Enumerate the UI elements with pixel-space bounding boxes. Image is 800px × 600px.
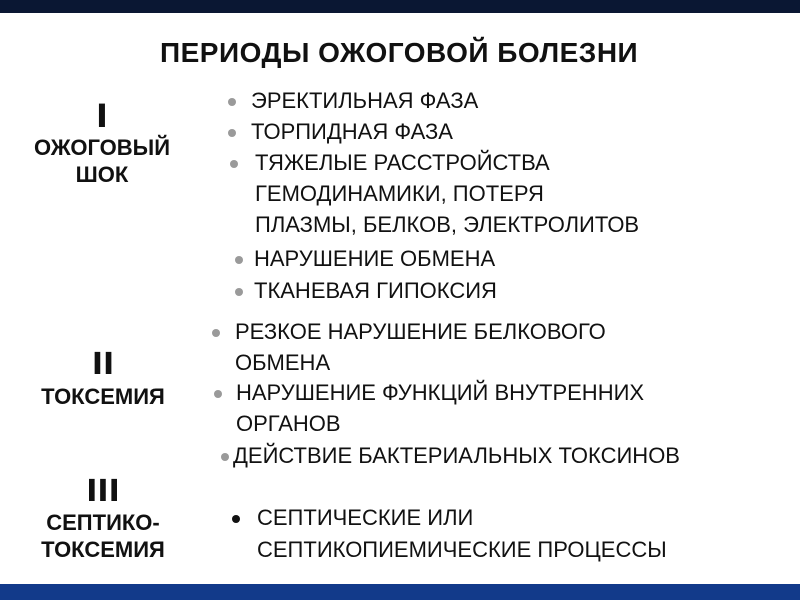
period-2-numeral: II	[91, 347, 115, 382]
bullet-icon	[221, 453, 229, 461]
bullet-icon	[235, 256, 243, 264]
period-3-name-line-2: ТОКСЕМИЯ	[41, 537, 165, 562]
list-item-text: ТОРПИДНАЯ ФАЗА	[251, 119, 453, 144]
list-item-text: СЕПТИЧЕСКИЕ ИЛИ	[257, 505, 474, 530]
period-1-name-line-2: ШОК	[75, 162, 129, 187]
list-item-text: ТКАНЕВАЯ ГИПОКСИЯ	[254, 278, 497, 303]
period-2-name-line-1: ТОКСЕМИЯ	[41, 384, 165, 409]
bullet-icon	[228, 98, 236, 106]
slide	[0, 13, 800, 584]
list-item-text: ДЕЙСТВИЕ БАКТЕРИАЛЬНЫХ ТОКСИНОВ	[233, 443, 680, 468]
list-item-text: ТЯЖЕЛЫЕ РАССТРОЙСТВА	[255, 150, 550, 175]
slide-bottom-border	[0, 584, 800, 600]
period-1-name-line-1: ОЖОГОВЫЙ	[33, 135, 171, 160]
list-item-text: ОБМЕНА	[235, 350, 331, 375]
bullet-icon	[235, 288, 243, 296]
bullet-icon	[214, 390, 222, 398]
period-2-label	[8, 347, 198, 410]
slide-top-border	[0, 0, 800, 13]
bullet-icon	[212, 329, 220, 337]
period-1-numeral: I	[96, 97, 108, 135]
bullet-icon	[228, 129, 236, 137]
period-3-numeral: III	[86, 474, 120, 509]
list-item-text: СЕПТИКОПИЕМИЧЕСКИЕ ПРОЦЕССЫ	[257, 537, 667, 562]
period-3-label	[8, 475, 198, 563]
list-item-text: ЭРЕКТИЛЬНАЯ ФАЗА	[251, 88, 479, 113]
list-item-text: РЕЗКОЕ НАРУШЕНИЕ БЕЛКОВОГО	[235, 319, 606, 344]
list-item-text: ОРГАНОВ	[236, 411, 341, 436]
list-item-text: НАРУШЕНИЕ ФУНКЦИЙ ВНУТРЕННИХ	[236, 380, 645, 405]
slide-title: ПЕРИОДЫ ОЖОГОВОЙ БОЛЕЗНИ	[160, 37, 639, 68]
bullet-icon	[230, 160, 238, 168]
period-3-name-line-1: СЕПТИКО-	[46, 510, 160, 535]
bullet-icon	[232, 515, 240, 523]
list-item-text: ГЕМОДИНАМИКИ, ПОТЕРЯ	[255, 181, 544, 206]
list-item-text: НАРУШЕНИЕ ОБМЕНА	[254, 246, 496, 271]
period-1-label	[8, 98, 196, 188]
list-item-text: ПЛАЗМЫ, БЕЛКОВ, ЭЛЕКТРОЛИТОВ	[255, 212, 640, 237]
